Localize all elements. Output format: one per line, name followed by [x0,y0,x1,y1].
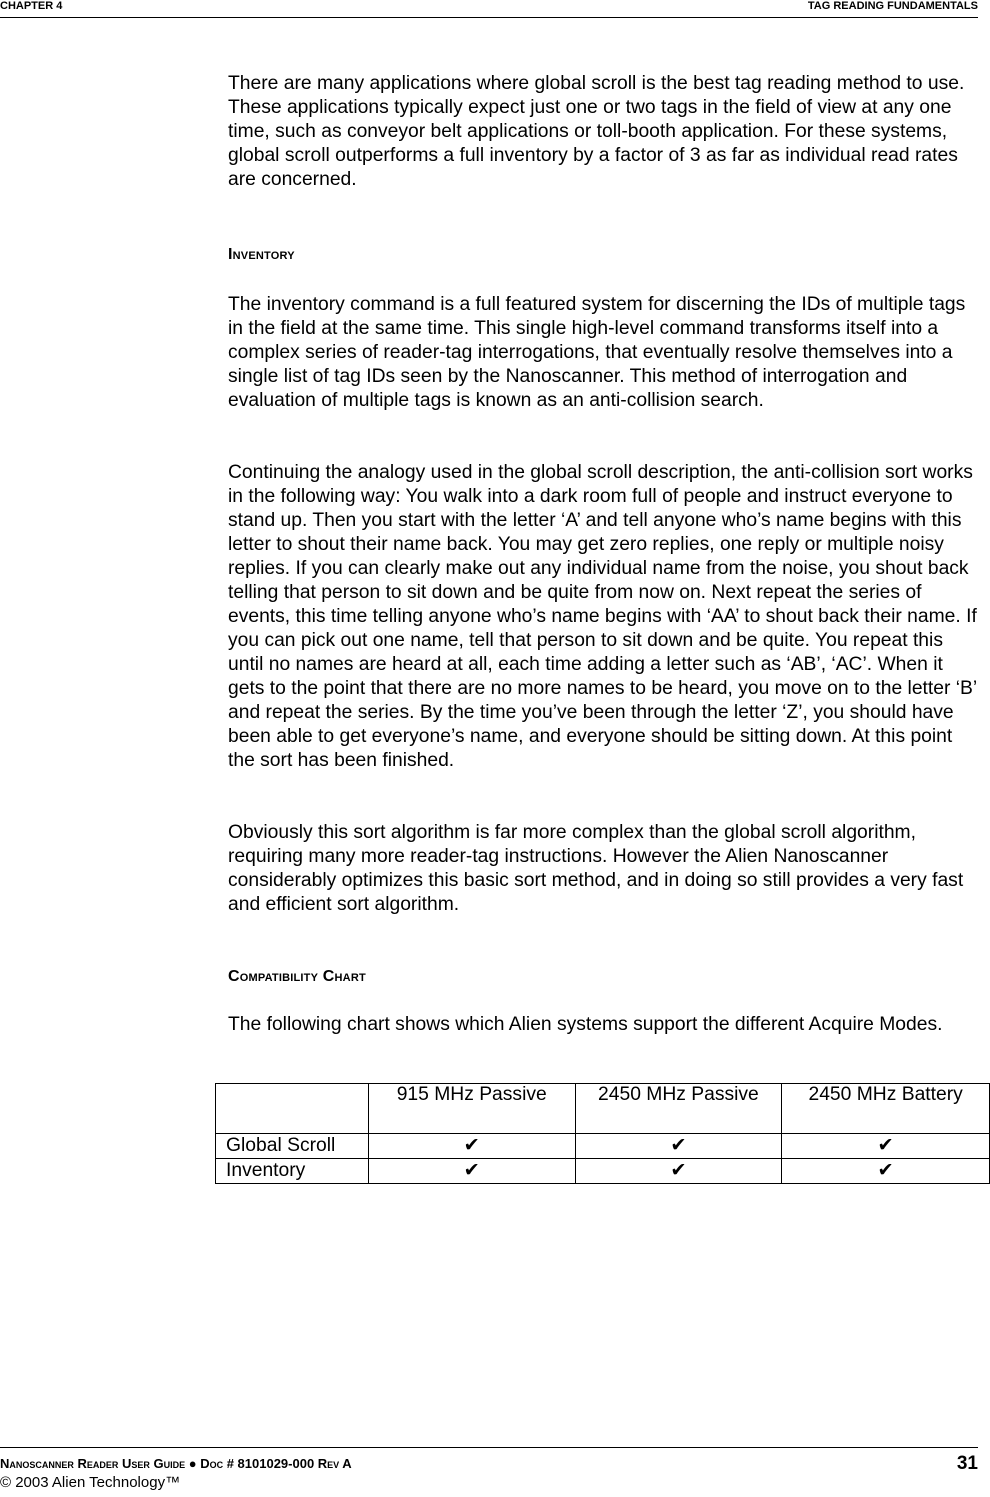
page-header [0,0,978,18]
table-row [216,1134,990,1159]
page-footer [0,1447,978,1491]
compat-heading: Compatibility Chart [228,968,366,985]
compat-paragraph: The following chart shows which Alien systems support the different Acquire Modes. [228,1014,943,1035]
intro-paragraph: There are many applications where global scroll is the best tag reading method to use. These applications typically expect just one or two tags in the field of view at any one time, such as conveyor belt applications or toll-booth application. For these systems, global scroll outperforms a full inventory by a factor of 3 as far as individual read rates are concerned. [228,73,965,190]
section-title: TAG READING FUNDAMENTALS [807,0,978,12]
guide-title: Nanoscanner Reader User Guide ● Doc # 8101029-000 Rev A [0,1456,352,1471]
table-header-cell-empty [216,1084,369,1134]
chapter-label: CHAPTER 4 [0,0,63,12]
check-icon: ✔ [575,1159,782,1184]
table-header-cell: 915 MHz Passive [368,1084,575,1134]
table-header-cell: 2450 MHz Battery [782,1084,990,1134]
table-row [216,1159,990,1184]
page-number: 31 [956,1453,978,1474]
check-icon: ✔ [368,1159,575,1184]
row-label: Inventory [216,1159,369,1184]
inventory-paragraph-1: The inventory command is a full featured system for discerning the IDs of multiple tags in the field at the same time. This single high-level command transforms itself into a complex series of reader-tag interrogations, that eventually resolve themselves into a single list of tag IDs seen by the Nanoscanner. This method of interrogation and evaluation of multiple tags is known as an anti-collision search. [228,294,966,411]
inventory-paragraph-3: Obviously this sort algorithm is far more complex than the global scroll algorithm, requiring many more reader-tag instructions. However the Alien Nanoscanner considerably optimizes this basic sort method, and in doing so still provides a very fast and efficient sort algorithm. [228,822,964,915]
table-header-cell: 2450 MHz Passive [575,1084,782,1134]
check-icon: ✔ [782,1159,990,1184]
inventory-heading: Inventory [228,246,295,263]
compatibility-table [215,1083,990,1184]
row-label: Global Scroll [216,1134,369,1159]
copyright: © 2003 Alien Technology™ [0,1474,181,1491]
table-header-row [216,1084,990,1134]
inventory-paragraph-2: Continuing the analogy used in the global scroll description, the anti-collision sort works in the following way: You walk into a dark room full of people and instruct everyone to stand up. Then you start with the letter ‘A’ and tell anyone who’s name begins with this letter to shout their name back. You may get zero replies, one reply or multiple noisy replies. If you can clearly make out any individual name from the noise, you shout back telling that person to sit down and be quite from now on. Next repeat the series of events, this time telling anyone who’s name begins with ‘AA’ to shout back their name. If you can pick out one name, tell that person to sit down and be quite. You repeat this until no names are heard at all, each time adding a letter such as ‘AB’, ‘AC’. When it gets to the point that there are no more names to be heard, you move on to the letter ‘B’ and repeat the series. By the time you’ve been through the letter ‘Z’, you should have been able to get everyone’s name, and everyone should be sitting down. At this point the sort has been finished. [228,462,977,771]
check-icon: ✔ [368,1134,575,1159]
check-icon: ✔ [575,1134,782,1159]
check-icon: ✔ [782,1134,990,1159]
